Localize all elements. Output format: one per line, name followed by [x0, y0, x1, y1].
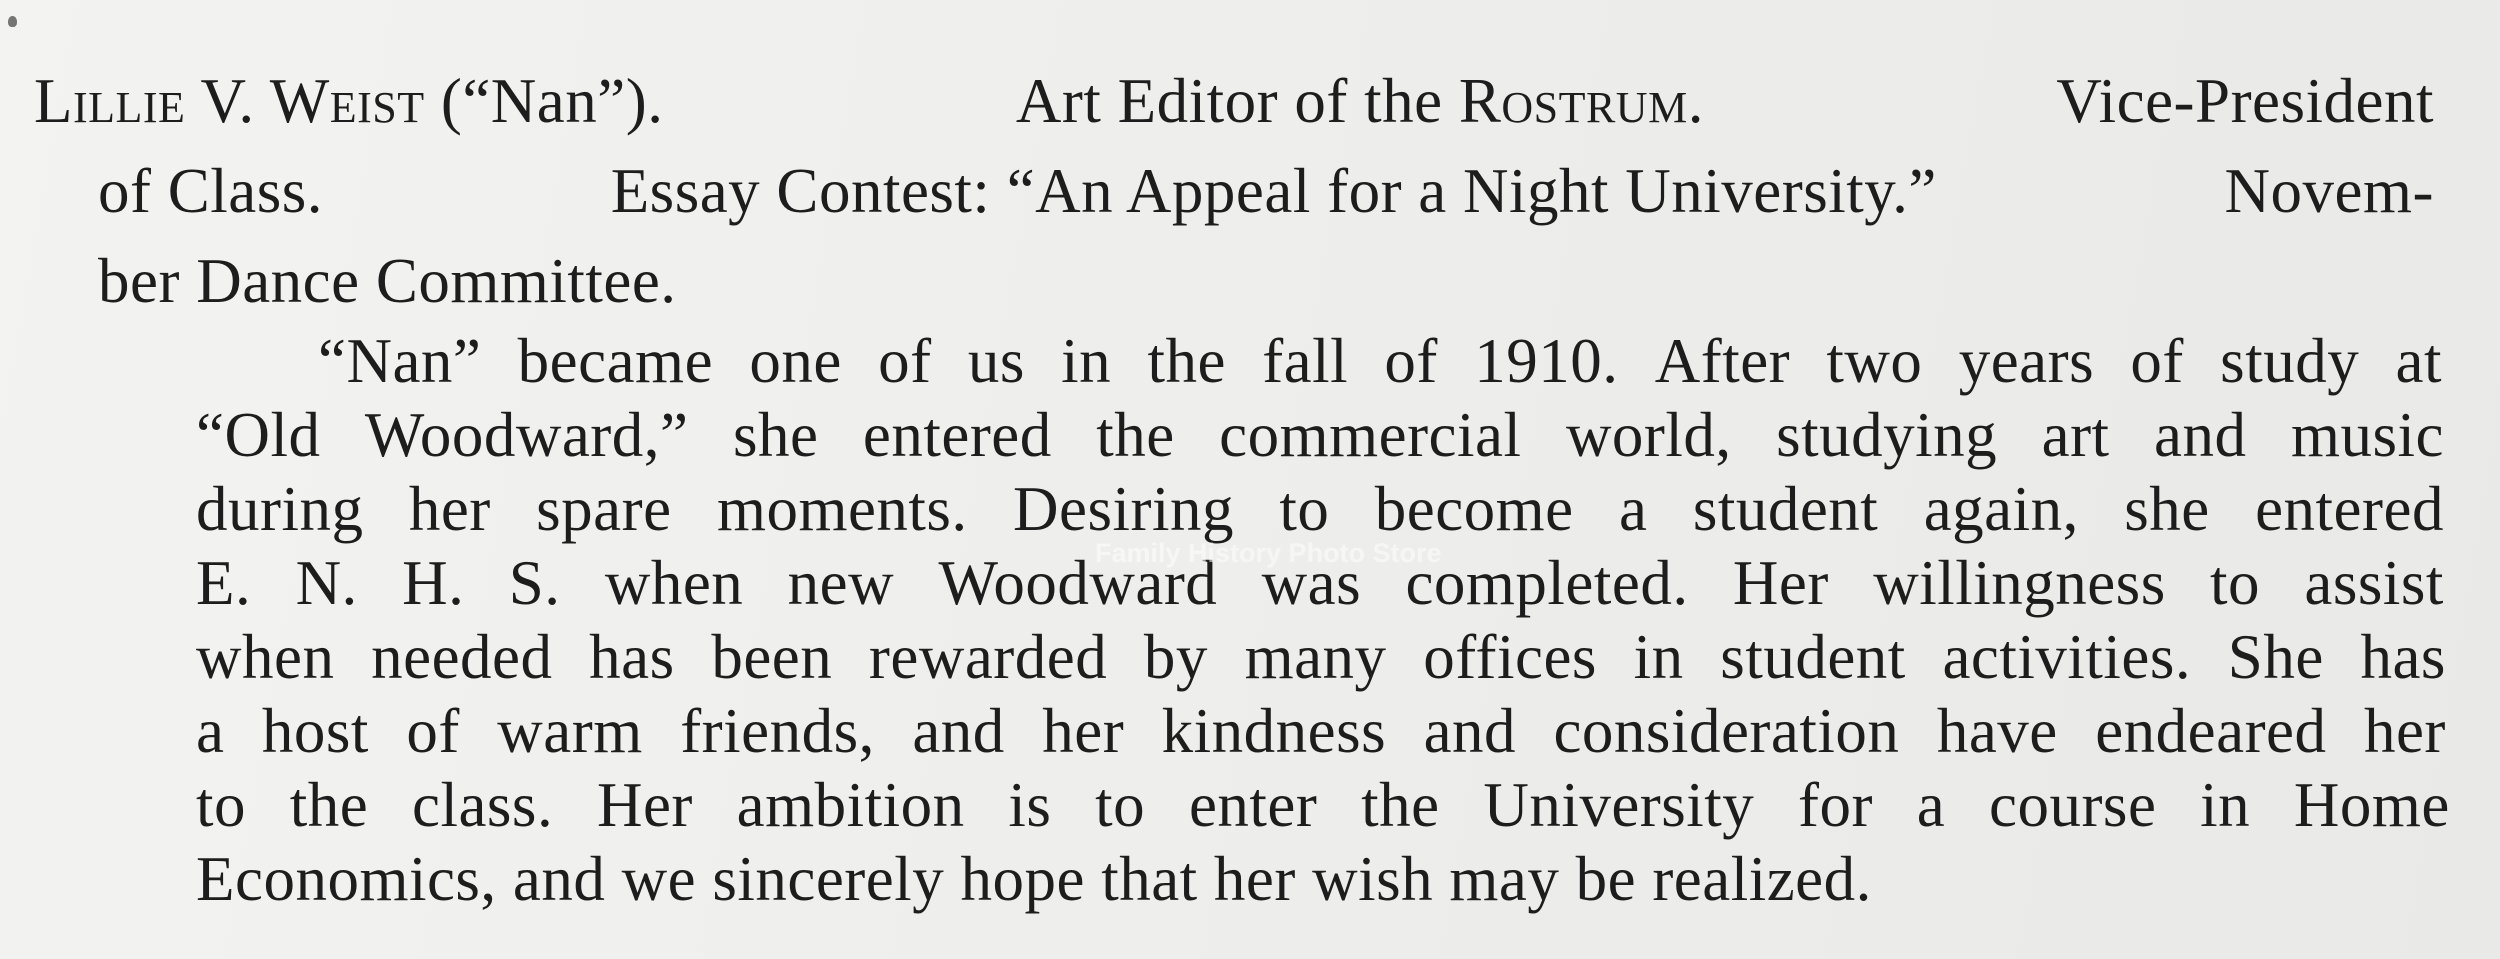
- body-word: music: [2290, 400, 2444, 470]
- body-word: to: [2210, 548, 2261, 618]
- body-word: in: [1061, 326, 1112, 396]
- body-line-6: [196, 696, 2446, 766]
- body-word: studying: [1776, 400, 1998, 470]
- body-word: kindness: [1161, 696, 1387, 766]
- body-word: years: [1958, 326, 2095, 396]
- body-word: student: [1720, 622, 1906, 692]
- body-word: when: [196, 622, 335, 692]
- body-word: a: [1619, 474, 1648, 544]
- body-word: student: [1692, 474, 1879, 544]
- heading-line-2: [98, 156, 2434, 226]
- body-word: University: [1483, 770, 1755, 840]
- body-word: course: [1988, 770, 2157, 840]
- body-word: activities.: [1942, 622, 2192, 692]
- body-line-5: [196, 622, 2446, 692]
- body-word: Woodward,”: [364, 400, 689, 470]
- body-word: Desiring: [1013, 474, 1235, 544]
- body-line-text: Economics, and we sincerely hope that her wish may be realized.: [196, 844, 1872, 914]
- body-word: entered: [2255, 474, 2444, 544]
- body-word: is: [1008, 770, 1052, 840]
- essay-title: “An Appeal for a Night University.”: [1006, 156, 1937, 226]
- body-word: 1910.: [1474, 326, 1619, 396]
- body-word: for: [1798, 770, 1874, 840]
- body-word: and: [2154, 400, 2247, 470]
- body-word: class.: [411, 770, 554, 840]
- body-word: Woodward: [938, 548, 1218, 618]
- essay-contest-label: Essay Contest:: [610, 156, 991, 226]
- body-word: Her: [1732, 548, 1829, 618]
- body-word: to: [1279, 474, 1330, 544]
- body-word: in: [1633, 622, 1684, 692]
- body-line-8: [196, 844, 2018, 914]
- body-word: been: [711, 622, 833, 692]
- body-word: H.: [402, 548, 465, 618]
- body-word: needed: [371, 622, 553, 692]
- body-word: moments.: [716, 474, 968, 544]
- body-word: many: [1244, 622, 1387, 692]
- body-word: rewarded: [868, 622, 1108, 692]
- body-word: a: [196, 696, 225, 766]
- body-word: After: [1654, 326, 1791, 396]
- publication-name: Rostrum.: [1458, 66, 1704, 136]
- body-word: the: [1096, 400, 1175, 470]
- body-word: when: [604, 548, 744, 618]
- body-line-2: [196, 400, 2444, 470]
- body-word: become: [1374, 474, 1574, 544]
- body-word: to: [1095, 770, 1146, 840]
- body-word: in: [2200, 770, 2251, 840]
- body-word: of: [2130, 326, 2184, 396]
- heading-line-1: [34, 66, 2434, 136]
- body-word: her: [1042, 696, 1125, 766]
- body-word: art: [2041, 400, 2110, 470]
- body-word: and: [912, 696, 1005, 766]
- body-word: of: [406, 696, 460, 766]
- body-word: again,: [1923, 474, 2079, 544]
- body-word: “Nan”: [318, 326, 482, 396]
- body-word: fall: [1262, 326, 1349, 396]
- body-word: her: [2363, 696, 2446, 766]
- ink-speck: [8, 16, 17, 27]
- body-word: new: [787, 548, 895, 618]
- body-word: study: [2220, 326, 2360, 396]
- body-line-3: [196, 474, 2444, 544]
- body-word: N.: [295, 548, 358, 618]
- body-word: S.: [508, 548, 561, 618]
- body-word: she: [732, 400, 819, 470]
- body-word: enter: [1188, 770, 1318, 840]
- body-line-7: [196, 770, 2450, 840]
- body-word: of: [1384, 326, 1438, 396]
- body-word: host: [261, 696, 369, 766]
- body-word: friends,: [680, 696, 875, 766]
- essay-contest-group: [610, 156, 1937, 226]
- body-word: one: [749, 326, 842, 396]
- body-word: has: [2360, 622, 2446, 692]
- body-word: offices: [1423, 622, 1597, 692]
- body-word: to: [196, 770, 247, 840]
- art-editor-group: [1015, 66, 1704, 136]
- body-word: became: [517, 326, 714, 396]
- body-word: was: [1261, 548, 1362, 618]
- body-word: entered: [862, 400, 1052, 470]
- body-word: two: [1826, 326, 1923, 396]
- body-word: at: [2395, 326, 2442, 396]
- student-nickname: (“Nan”).: [440, 66, 664, 136]
- heading-line-3: [98, 246, 677, 316]
- body-word: by: [1143, 622, 1208, 692]
- body-word: the: [1147, 326, 1226, 396]
- body-word: world,: [1565, 400, 1732, 470]
- body-word: during: [196, 474, 364, 544]
- body-word: completed.: [1405, 548, 1689, 618]
- watermark-text: Family History Photo Store: [1095, 538, 1442, 568]
- role-prefix: Art Editor of the: [1015, 66, 1443, 136]
- body-word: us: [967, 326, 1025, 396]
- body-word: the: [1361, 770, 1440, 840]
- body-word: assist: [2304, 548, 2444, 618]
- body-word: She: [2227, 622, 2324, 692]
- body-word: ambition: [736, 770, 965, 840]
- body-word: have: [1936, 696, 2058, 766]
- body-word: consideration: [1553, 696, 1900, 766]
- body-word: spare: [536, 474, 672, 544]
- dance-committee-text: ber Dance Committee.: [98, 246, 677, 316]
- body-word: commercial: [1219, 400, 1522, 470]
- body-word: her: [408, 474, 491, 544]
- body-word: a: [1916, 770, 1946, 840]
- body-word: endeared: [2095, 696, 2327, 766]
- body-word: and: [1423, 696, 1517, 766]
- student-name: Lillie V. Weist: [34, 66, 425, 136]
- body-word: “Old: [196, 400, 321, 470]
- body-word: Her: [596, 770, 693, 840]
- body-word: willingness: [1873, 548, 2166, 618]
- vice-president-text: Vice-President: [2056, 66, 2434, 136]
- body-word: has: [589, 622, 675, 692]
- november-text: Novem-: [2224, 156, 2434, 226]
- body-word: of: [878, 326, 932, 396]
- body-word: warm: [497, 696, 643, 766]
- body-word: E.: [196, 548, 252, 618]
- body-line-1: [318, 326, 2442, 396]
- body-word: Home: [2293, 770, 2450, 840]
- heading-name-group: [34, 66, 664, 136]
- body-word: she: [2124, 474, 2210, 544]
- of-class-text: of Class.: [98, 156, 323, 226]
- body-word: the: [289, 770, 369, 840]
